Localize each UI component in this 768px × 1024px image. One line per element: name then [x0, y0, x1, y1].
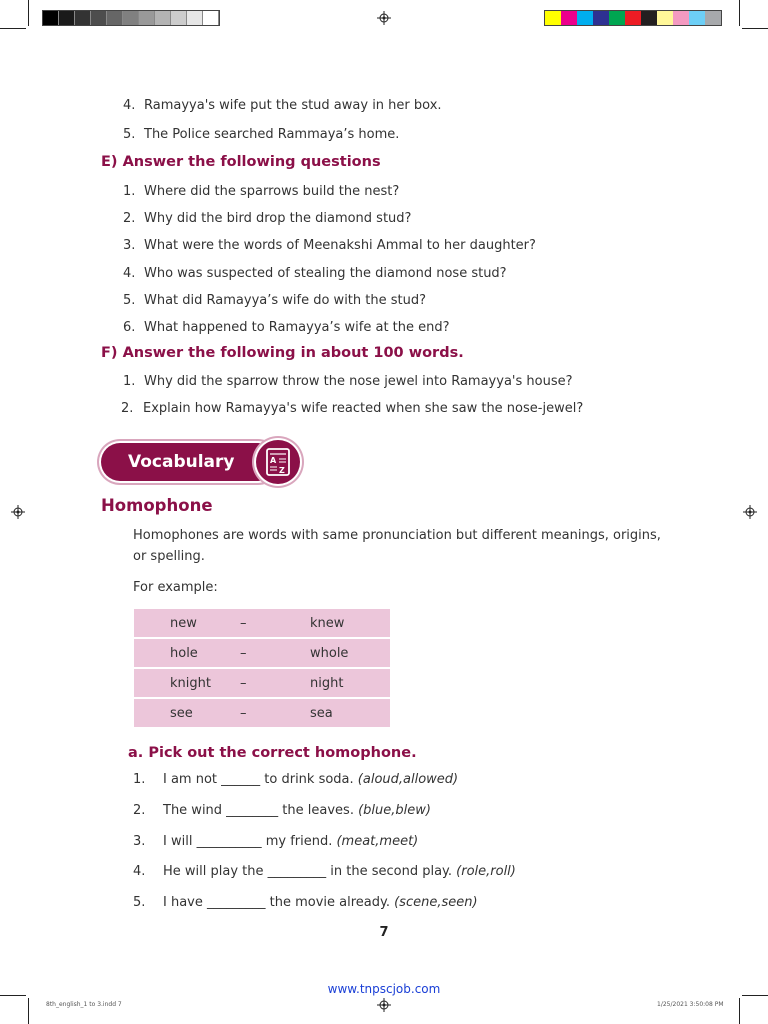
table-row [134, 699, 390, 727]
registration-mark-icon [377, 998, 391, 1012]
exercise-options: (scene,seen) [394, 895, 478, 910]
exercise-options: (blue,blew) [358, 803, 431, 818]
table-row [134, 669, 390, 697]
question-text: Why did the bird drop the diamond stud? [144, 211, 412, 226]
exercise-number: 5. [133, 895, 146, 910]
registration-mark-icon [11, 505, 25, 519]
color-swatch [577, 11, 593, 25]
color-swatch [673, 11, 689, 25]
crop-mark [0, 28, 26, 29]
homophone-word: knew [310, 609, 390, 637]
gray-swatch [171, 11, 187, 25]
gray-swatch [187, 11, 203, 25]
svg-text:A: A [270, 456, 277, 465]
question-number: 2. [121, 401, 134, 416]
exercise-number: 1. [133, 772, 146, 787]
example-label: For example: [133, 580, 218, 595]
question-number: 3. [123, 238, 136, 253]
question-text: Where did the sparrows build the nest? [144, 184, 400, 199]
gray-swatch [43, 11, 59, 25]
exercise-number: 3. [133, 834, 146, 849]
exercise-options: (role,roll) [456, 864, 516, 879]
vocabulary-banner [101, 440, 301, 484]
table-row [134, 639, 390, 667]
registration-mark-icon [743, 505, 757, 519]
dash: – [240, 699, 310, 727]
question-number: 2. [123, 211, 136, 226]
exercise-sentence: I have _________ the movie already. [163, 895, 395, 910]
svg-text:Z: Z [279, 466, 285, 475]
exercise-number: 2. [133, 803, 146, 818]
question-text: Who was suspected of stealing the diamond nose stud? [144, 266, 507, 281]
registration-mark-icon [377, 11, 391, 25]
question-number: 1. [123, 184, 136, 199]
question-text: What happened to Ramayya’s wife at the end? [144, 320, 450, 335]
color-calibration-bar [544, 10, 722, 26]
dash: – [240, 609, 310, 637]
exercise-sentence: The wind ________ the leaves. [163, 803, 359, 818]
homophone-heading: Homophone [101, 496, 213, 515]
homophone-word: new [134, 609, 240, 637]
table-row [134, 609, 390, 637]
color-swatch [593, 11, 609, 25]
color-swatch [561, 11, 577, 25]
color-swatch [625, 11, 641, 25]
homophone-word: knight [134, 669, 240, 697]
dictionary-icon [256, 440, 300, 484]
vocabulary-pill [101, 443, 277, 481]
question-number: 5. [123, 293, 136, 308]
list-item-text: Ramayya's wife put the stud away in her box. [144, 98, 442, 113]
color-swatch [705, 11, 721, 25]
homophone-definition: Homophones are words with same pronunciation but different meanings, origins, [133, 528, 661, 543]
homophone-word: hole [134, 639, 240, 667]
exercise-item [163, 834, 418, 849]
dash: – [240, 639, 310, 667]
color-swatch [641, 11, 657, 25]
list-item-number: 5. [123, 127, 136, 142]
gray-swatch [123, 11, 139, 25]
gray-swatch [107, 11, 123, 25]
file-slug: 8th_english_1 to 3.indd 7 [46, 1001, 122, 1008]
homophone-word: night [310, 669, 390, 697]
question-text: Why did the sparrow throw the nose jewel into Ramayya's house? [144, 374, 573, 389]
exercise-sentence: I am not ______ to drink soda. [163, 772, 358, 787]
list-item-number: 4. [123, 98, 136, 113]
question-number: 4. [123, 266, 136, 281]
exercise-item [163, 772, 458, 787]
dash: – [240, 669, 310, 697]
gray-swatch [139, 11, 155, 25]
exercise-sentence: I will __________ my friend. [163, 834, 337, 849]
homophone-word: see [134, 699, 240, 727]
crop-mark [739, 998, 740, 1024]
exercise-item [163, 803, 431, 818]
color-swatch [545, 11, 561, 25]
question-text: What did Ramayya’s wife do with the stud? [144, 293, 427, 308]
date-slug: 1/25/2021 3:50:08 PM [657, 1001, 724, 1008]
color-swatch [689, 11, 705, 25]
question-text: Explain how Ramayya's wife reacted when she saw the nose-jewel? [143, 401, 584, 416]
color-swatch [657, 11, 673, 25]
gray-swatch [91, 11, 107, 25]
exercise-item [163, 895, 478, 910]
gray-swatch [75, 11, 91, 25]
crop-mark [28, 0, 29, 26]
dictionary-book-icon [266, 448, 290, 476]
homophone-word: whole [310, 639, 390, 667]
exercise-sentence: He will play the _________ in the second play. [163, 864, 457, 879]
list-item-text: The Police searched Rammaya’s home. [144, 127, 400, 142]
exercise-options: (meat,meet) [336, 834, 419, 849]
question-number: 6. [123, 320, 136, 335]
vocabulary-label: Vocabulary [128, 452, 235, 472]
question-number: 1. [123, 374, 136, 389]
crop-mark [28, 998, 29, 1024]
gray-swatch [155, 11, 171, 25]
gray-swatch [203, 11, 219, 25]
page-number: 7 [379, 925, 389, 940]
homophone-table [134, 607, 390, 729]
section-e-heading: E) Answer the following questions [101, 154, 381, 170]
homophone-definition-continued: or spelling. [133, 549, 205, 564]
gray-swatch [59, 11, 75, 25]
exercise-number: 4. [133, 864, 146, 879]
exercise-item [163, 864, 516, 879]
crop-mark [739, 0, 740, 26]
section-f-heading: F) Answer the following in about 100 words. [101, 345, 464, 361]
exercise-a-heading: a. Pick out the correct homophone. [128, 745, 417, 761]
exercise-options: (aloud,allowed) [357, 772, 459, 787]
crop-mark [742, 28, 768, 29]
footer-website-link[interactable]: www.tnpscjob.com [327, 982, 441, 996]
homophone-word: sea [310, 699, 390, 727]
question-text: What were the words of Meenakshi Ammal to her daughter? [144, 238, 536, 253]
color-swatch [609, 11, 625, 25]
grayscale-calibration-bar [42, 10, 220, 26]
